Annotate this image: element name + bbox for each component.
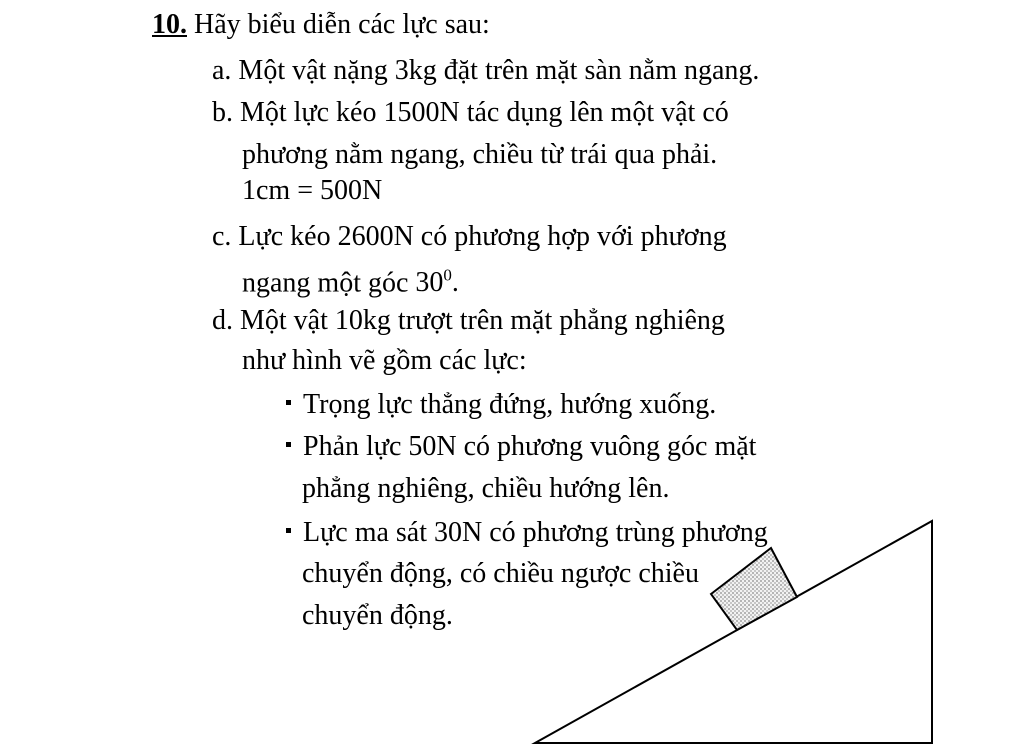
sliding-block <box>711 548 797 630</box>
bullet-3-text: Lực ma sát 30N có phương trùng phương <box>303 517 768 548</box>
incline-triangle <box>535 521 932 743</box>
bullet-1-text: Trọng lực thẳng đứng, hướng xuống. <box>303 389 717 420</box>
bullet-2-text: Phản lực 50N có phương vuông góc mặt <box>303 431 757 462</box>
bullet-3-line3: chuyển động. <box>302 600 453 631</box>
item-c-line1: c. Lực kéo 2600N có phương hợp với phương <box>212 221 727 252</box>
item-b-line2: phương nằm ngang, chiều từ trái qua phải. <box>242 139 718 170</box>
item-c-text: ngang một góc <box>242 267 409 299</box>
bullet-2-line2: phẳng nghiêng, chiều hướng lên. <box>302 473 670 504</box>
item-b-line1: b. Một lực kéo 1500N tác dụng lên một vật có <box>212 97 729 128</box>
problem-title: Hãy biểu diễn các lực sau: <box>194 9 490 40</box>
bullet-3-line2: chuyển động, có chiều ngược chiều <box>302 558 699 589</box>
item-b-scale: 1cm = 500N <box>242 175 383 206</box>
item-d-line2: như hình vẽ gồm các lực: <box>242 345 527 376</box>
item-d-line1: d. Một vật 10kg trượt trên mặt phẳng nghiêng <box>212 305 725 336</box>
degree-mark: 0 <box>443 266 452 285</box>
problem-number: 10. <box>152 9 187 40</box>
angle-value: 30 <box>415 267 444 299</box>
item-a: a. Một vật nặng 3kg đặt trên mặt sàn nằm ngang. <box>212 55 760 86</box>
item-c-period: . <box>451 267 459 299</box>
